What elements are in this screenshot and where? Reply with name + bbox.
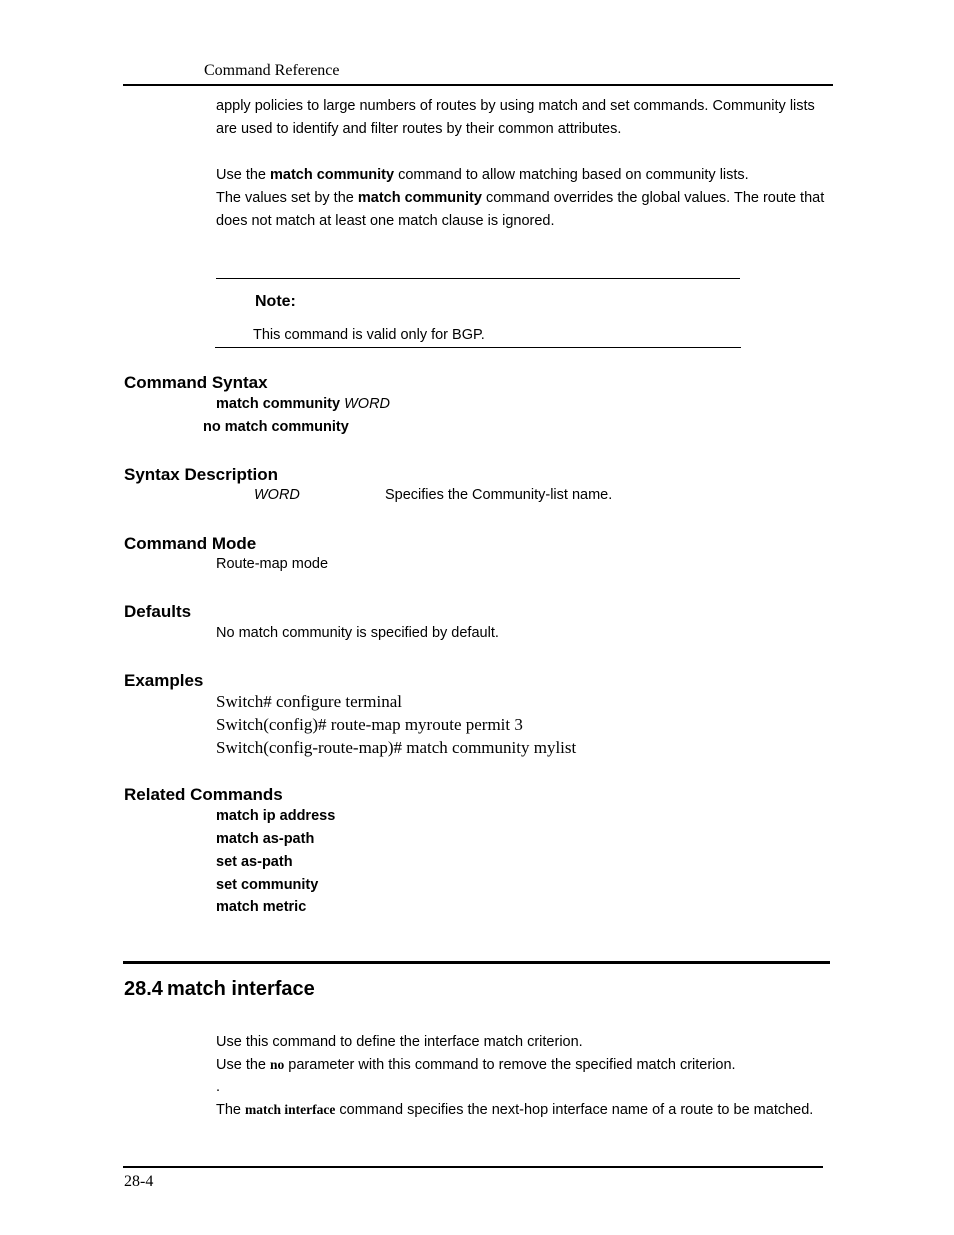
note-title: Note: (255, 293, 296, 310)
header-rule (123, 84, 833, 86)
syntax-line-2: no match community (203, 419, 349, 435)
section-dot: . (216, 1079, 221, 1095)
related-command-item: set as-path (216, 854, 293, 870)
section-line-2-prefix: Use the (216, 1057, 270, 1073)
related-commands-heading: Related Commands (124, 785, 283, 804)
footer-rule (123, 1166, 823, 1168)
syntax-command: match community (216, 396, 345, 412)
command-mode-heading: Command Mode (124, 534, 257, 553)
command-mode-text: Route-map mode (216, 556, 329, 572)
page-number: 28-4 (124, 1173, 154, 1190)
syntax-description-text: Specifies the Community-list name. (385, 487, 613, 503)
intro-use-line (216, 164, 749, 187)
related-command-item: match ip address (216, 808, 336, 824)
section-rule (123, 961, 830, 964)
section-line-3 (216, 1102, 813, 1118)
section-line-3-command: match interface (245, 1102, 336, 1117)
section-line-2-keyword: no (270, 1057, 285, 1072)
syntax-description-param: WORD (254, 487, 300, 503)
intro-use-suffix: command to allow matching based on community lists. (394, 167, 749, 183)
intro-values-line (216, 187, 824, 210)
defaults-text: No match community is specified by default. (216, 625, 499, 641)
syntax-param: WORD (344, 396, 391, 412)
section-line-2 (216, 1057, 736, 1073)
intro-line-2: are used to identify and filter routes by their common attributes. (216, 121, 622, 137)
section-line-2-suffix: parameter with this command to remove the specified match criterion. (284, 1057, 736, 1073)
related-command-item: set community (216, 877, 319, 893)
intro-values-command: match community (357, 190, 482, 206)
note-text: This command is valid only for BGP. (253, 327, 485, 343)
example-line: Switch(config-route-map)# match community mylist (216, 738, 577, 757)
intro-values-line-2: does not match at least one match clause is ignored. (216, 213, 555, 229)
syntax-description-heading: Syntax Description (124, 465, 278, 484)
syntax-line-1 (216, 396, 390, 412)
section-line-3-prefix: The (216, 1102, 246, 1118)
note-bottom-rule (215, 347, 741, 348)
section-number: 28.4 (124, 978, 163, 1000)
command-syntax-heading: Command Syntax (124, 373, 268, 392)
related-command-item: match as-path (216, 831, 315, 847)
intro-line-1: apply policies to large numbers of routes by using match and set commands. Community lists (216, 98, 815, 114)
intro-use-command: match community (270, 167, 395, 183)
note-top-rule (216, 278, 740, 279)
intro-values-prefix: The values set by the (216, 190, 358, 206)
intro-values-suffix: command overrides the global values. The route that (481, 190, 825, 206)
related-command-item: match metric (216, 899, 307, 915)
defaults-heading: Defaults (124, 602, 192, 621)
section-name: match interface (166, 978, 315, 1000)
example-line: Switch# configure terminal (216, 692, 403, 711)
section-line-1: Use this command to define the interface match criterion. (216, 1034, 583, 1050)
section-line-3-suffix: command specifies the next-hop interface name of a route to be matched. (335, 1102, 814, 1118)
intro-use-prefix: Use the (216, 167, 270, 183)
section-title (124, 978, 315, 1001)
examples-heading: Examples (124, 671, 204, 690)
example-line: Switch(config)# route-map myroute permit 3 (216, 715, 523, 734)
running-header: Command Reference (204, 62, 340, 79)
